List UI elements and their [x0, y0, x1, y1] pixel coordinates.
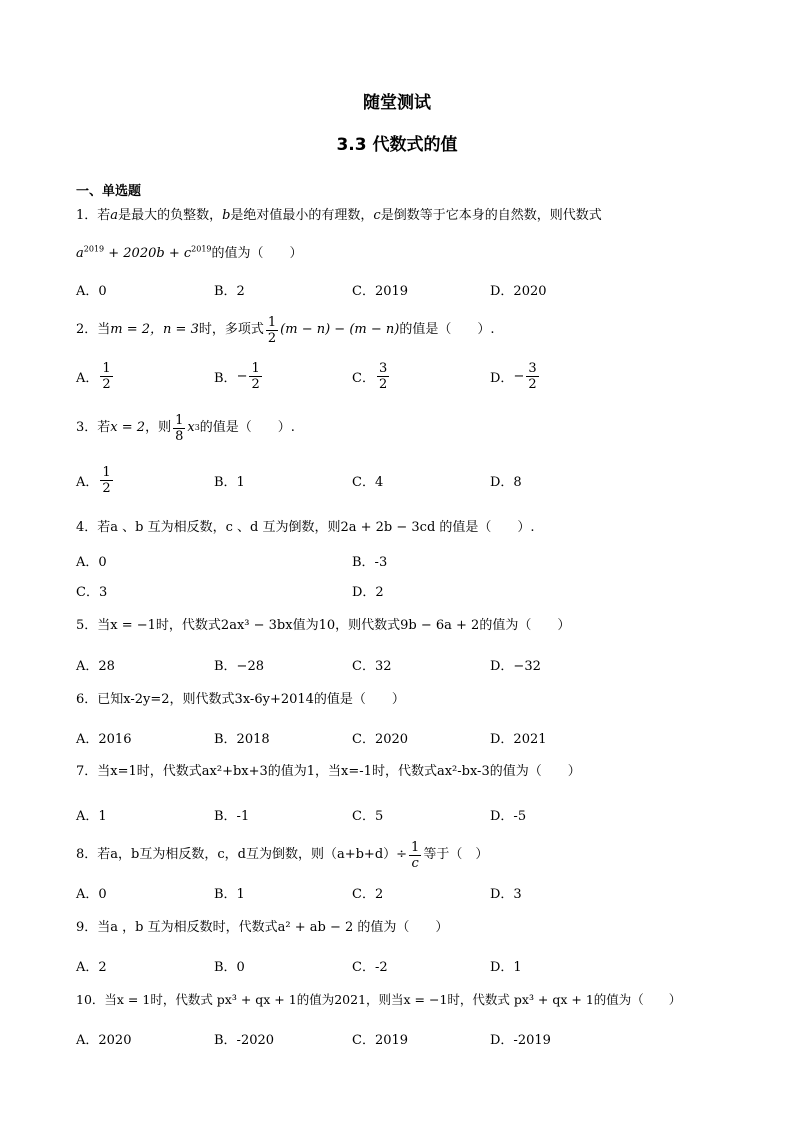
- option-b[interactable]: B．0: [214, 959, 245, 975]
- option-a[interactable]: A．28: [76, 658, 115, 674]
- question-2: 2． 当 m = 2，n = 3 时，多项式 $\frac{1}{2}$ (m − n) − (m − n) 的值是（ ）.: [76, 314, 495, 346]
- option-d[interactable]: D．1: [490, 959, 522, 975]
- option-b[interactable]: B．1: [214, 474, 245, 490]
- question-1-expression: $a^{2019} + 2020b + c^{2019}$的值为（ ）: [76, 244, 303, 261]
- question-10-options: [76, 1028, 736, 1048]
- option-a[interactable]: A．1: [76, 808, 107, 824]
- option-a[interactable]: A．2016: [76, 731, 132, 747]
- question-7-options: [76, 804, 736, 824]
- question-2-options: [76, 356, 736, 396]
- question-4-options-row-1: [76, 550, 736, 570]
- question-1-options: [76, 278, 736, 300]
- question-10: 10．当x = 1时，代数式 px³ + qx + 1的值为2021，则当x = −1时，代数式 px³ + qx + 1的值为（ ）: [76, 992, 682, 1007]
- page-title: 随堂测试: [363, 93, 431, 113]
- option-c[interactable]: C．5: [352, 808, 384, 824]
- question-6-options: [76, 727, 736, 747]
- option-b[interactable]: B．-1: [214, 808, 250, 824]
- question-4-options-row-2: [76, 580, 736, 600]
- question-9-options: [76, 955, 736, 975]
- option-d[interactable]: D．2: [352, 584, 384, 600]
- option-d[interactable]: D． − $\frac{3}{2}$: [490, 360, 537, 392]
- section-heading: 一、单选题: [76, 184, 142, 199]
- option-c[interactable]: C．2019: [352, 1032, 409, 1048]
- option-a[interactable]: A．0: [76, 886, 107, 902]
- question-5: 5．当x = −1时，代数式2ax³ − 3bx值为10，则代数式9b − 6a + 2的值为（ ）: [76, 618, 571, 633]
- option-b[interactable]: B．−28: [214, 658, 264, 674]
- question-3-options: [76, 460, 736, 500]
- option-b[interactable]: B．-2020: [214, 1032, 275, 1048]
- option-c[interactable]: C．2: [352, 886, 384, 902]
- fraction: $\frac{1}{c}$: [411, 839, 420, 871]
- option-d[interactable]: D．−32: [490, 658, 541, 674]
- option-b[interactable]: B．-3: [352, 554, 388, 570]
- option-c[interactable]: C．32: [352, 658, 392, 674]
- option-c[interactable]: C．4: [352, 474, 384, 490]
- option-c[interactable]: C．2020: [352, 731, 409, 747]
- option-a[interactable]: A．0: [76, 554, 107, 570]
- fraction: $\frac{1}{8}$: [175, 412, 184, 444]
- option-b[interactable]: B．1: [214, 886, 245, 902]
- option-d[interactable]: D．3: [490, 886, 522, 902]
- option-a[interactable]: A．2: [76, 959, 107, 975]
- question-8-options: [76, 882, 736, 902]
- option-d[interactable]: D．8: [490, 474, 522, 490]
- fraction: $\frac{1}{2}$: [267, 314, 277, 346]
- option-c[interactable]: C．-2: [352, 959, 388, 975]
- question-7: 7．当x=1时，代数式ax²+bx+3的值为1，当x=-1时，代数式ax²-bx-3的值为（ ）: [76, 764, 581, 779]
- page-subtitle: 3.3 代数式的值: [336, 135, 458, 155]
- option-d[interactable]: D．-5: [490, 808, 527, 824]
- option-a[interactable]: A．0: [76, 283, 107, 299]
- option-b[interactable]: B．2018: [214, 731, 270, 747]
- option-b[interactable]: B．2: [214, 283, 245, 299]
- option-d[interactable]: D．-2019: [490, 1032, 551, 1048]
- option-d[interactable]: D．2020: [490, 283, 547, 299]
- option-d[interactable]: D．2021: [490, 731, 547, 747]
- option-c[interactable]: C．3: [76, 584, 108, 600]
- option-a[interactable]: A．2020: [76, 1032, 132, 1048]
- option-c[interactable]: C．2019: [352, 283, 409, 299]
- question-5-options: [76, 654, 736, 674]
- question-8: 8． 若a，b互为相反数，c，d互为倒数，则（a+b+d）÷ $\frac{1}{c}$ 等于（ ）: [76, 839, 489, 871]
- question-4: 4．若a 、b 互为相反数，c 、d 互为倒数，则2a + 2b − 3cd 的值是（ ）.: [76, 520, 535, 535]
- option-a[interactable]: A． $\frac{1}{2}$: [76, 464, 111, 496]
- question-1: 1．若a是最大的负整数，b是绝对值最小的有理数，c是倒数等于它本身的自然数，则代数式: [76, 208, 602, 223]
- question-6: 6．已知x-2y=2，则代数式3x-6y+2014的值是（ ）: [76, 692, 405, 707]
- question-9: 9．当a ，b 互为相反数时，代数式a² + ab − 2 的值为（ ）: [76, 920, 449, 935]
- option-c[interactable]: C． $\frac{3}{2}$: [352, 360, 388, 392]
- question-3: 3． 若 x = 2 ，则 $\frac{1}{8}$ x 3 的值是（ ）.: [76, 412, 295, 444]
- option-a[interactable]: A． $\frac{1}{2}$: [76, 360, 111, 392]
- option-b[interactable]: B． − $\frac{1}{2}$: [214, 360, 260, 392]
